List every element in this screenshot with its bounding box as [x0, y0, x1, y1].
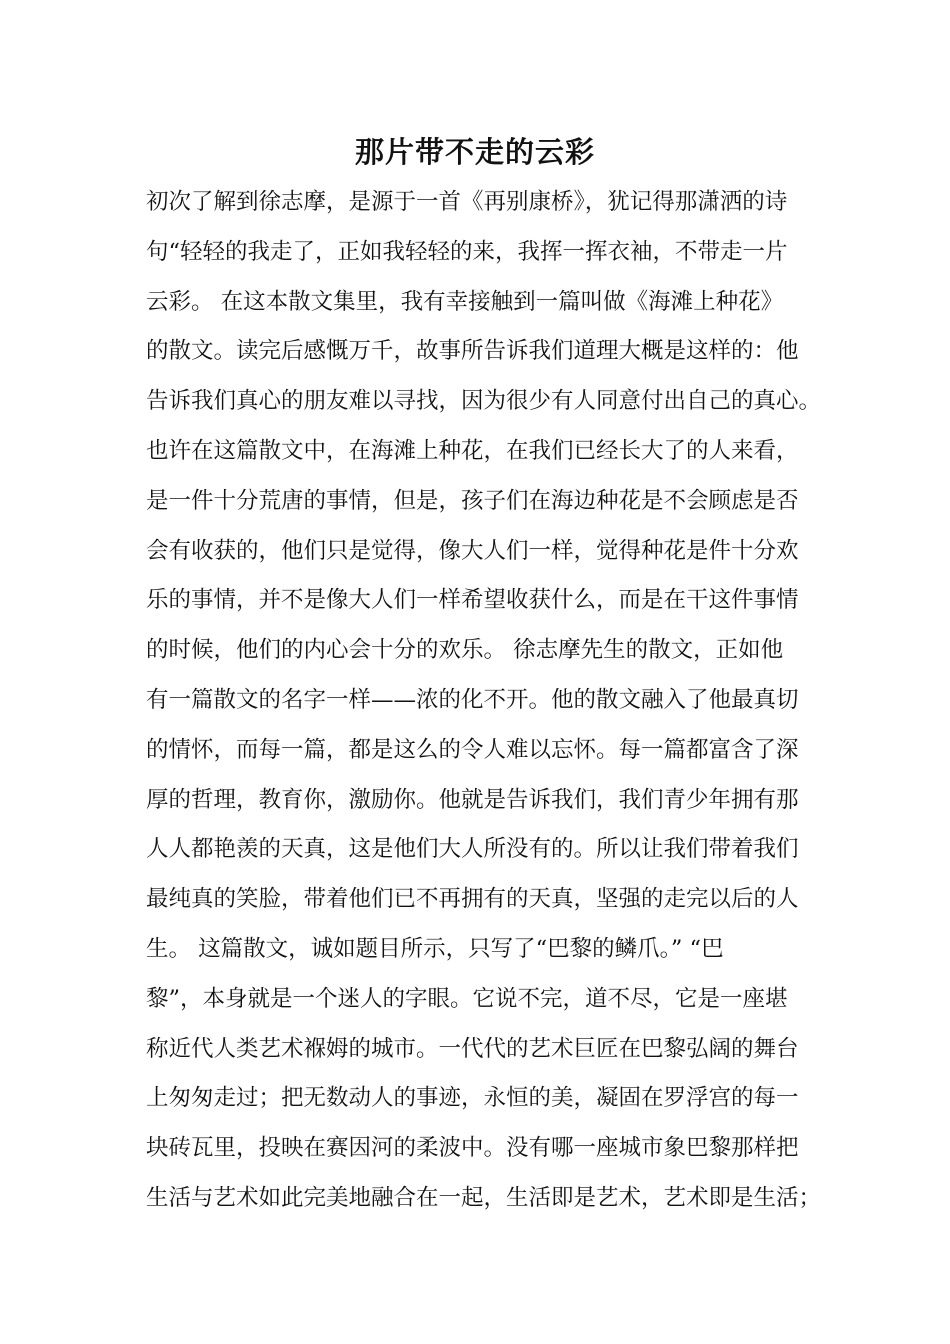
text-line: 黎”，本身就是一个迷人的字眼。它说不完，道不尽，它是一座堪 [146, 985, 788, 1012]
text-line: 会有收获的，他们只是觉得，像大人们一样，觉得种花是件十分欢 [146, 537, 799, 564]
text-line: 有一篇散文的名字一样——浓的化不开。他的散文融入了他最真切 [146, 686, 799, 713]
text-line: 句“轻轻的我走了，正如我轻轻的来，我挥一挥衣袖，不带走一片 [146, 238, 788, 265]
text-line: 称近代人类艺术褓姆的城市。一代代的艺术巨匠在巴黎弘阔的舞台 [146, 1035, 799, 1062]
text-line: 生活与艺术如此完美地融合在一起，生活即是艺术，艺术即是生活； [146, 1184, 822, 1211]
text-line: 的时候，他们的内心会十分的欢乐。 徐志摩先生的散文，正如他 [146, 637, 784, 664]
text-line: 云彩。 在这本散文集里，我有幸接触到一篇叫做《海滩上种花》 [146, 288, 784, 315]
text-line: 生。 这篇散文，诚如题目所示，只写了“巴黎的鳞爪。” “巴 [146, 935, 724, 962]
text-line: 人人都艳羡的天真，这是他们大人所没有的。所以让我们带着我们 [146, 836, 799, 863]
text-line: 上匆匆走过；把无数动人的事迹，永恒的美，凝固在罗浮宫的每一 [146, 1085, 799, 1112]
text-line: 也许在这篇散文中，在海滩上种花，在我们已经长大了的人来看， [146, 437, 799, 464]
text-line: 的情怀，而每一篇，都是这么的令人难以忘怀。每一篇都富含了深 [146, 736, 799, 763]
text-line: 告诉我们真心的朋友难以寻找，因为很少有人同意付出自己的真心。 [146, 388, 822, 415]
text-line: 最纯真的笑脸，带着他们已不再拥有的天真，坚强的走完以后的人 [146, 886, 799, 913]
text-line: 的散文。读完后感慨万千，故事所告诉我们道理大概是这样的：他 [146, 338, 799, 365]
text-line: 是一件十分荒唐的事情，但是，孩子们在海边种花是不会顾虑是否 [146, 487, 799, 514]
text-line: 初次了解到徐志摩，是源于一首《再别康桥》，犹记得那潇洒的诗 [146, 189, 788, 215]
body-text [146, 178, 826, 1224]
text-line: 块砖瓦里，投映在赛因河的柔波中。没有哪一座城市象巴黎那样把 [146, 1135, 799, 1162]
text-line: 乐的事情，并不是像大人们一样希望收获什么，而是在干这件事情 [146, 587, 799, 614]
text-line: 厚的哲理，教育你，激励你。他就是告诉我们，我们青少年拥有那 [146, 786, 799, 813]
page-title: 那片带不走的云彩 [354, 135, 595, 169]
